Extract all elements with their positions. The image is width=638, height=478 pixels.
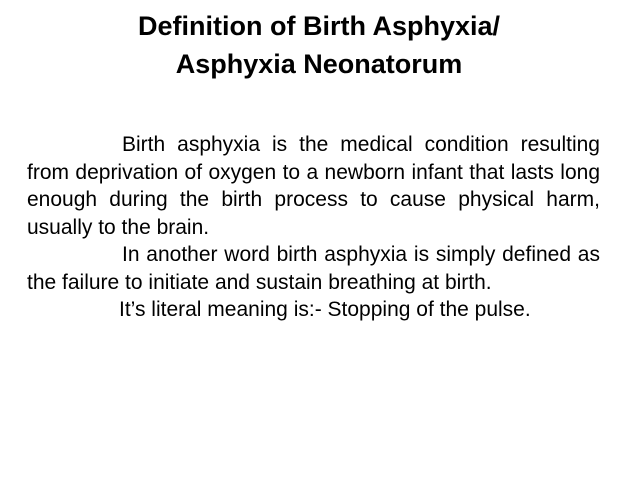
title-line-1: Definition of Birth Asphyxia/ bbox=[137, 11, 500, 41]
slide-body bbox=[27, 131, 600, 324]
literal-meaning-paragraph: It’s literal meaning is:- Stopping of the pulse. bbox=[119, 298, 531, 321]
title-line-2: Asphyxia Neonatorum bbox=[175, 49, 463, 79]
definition-paragraph: Birth asphyxia is the medical condition resulting from deprivation of oxygen to a newborn infant that lasts long enough during the birth process to cause physical harm, usually to the brain. bbox=[27, 133, 600, 239]
alternate-definition-paragraph: In another word birth asphyxia is simply defined as the failure to initiate and sustain breathing at birth. bbox=[27, 243, 600, 294]
slide-title bbox=[0, 7, 638, 83]
